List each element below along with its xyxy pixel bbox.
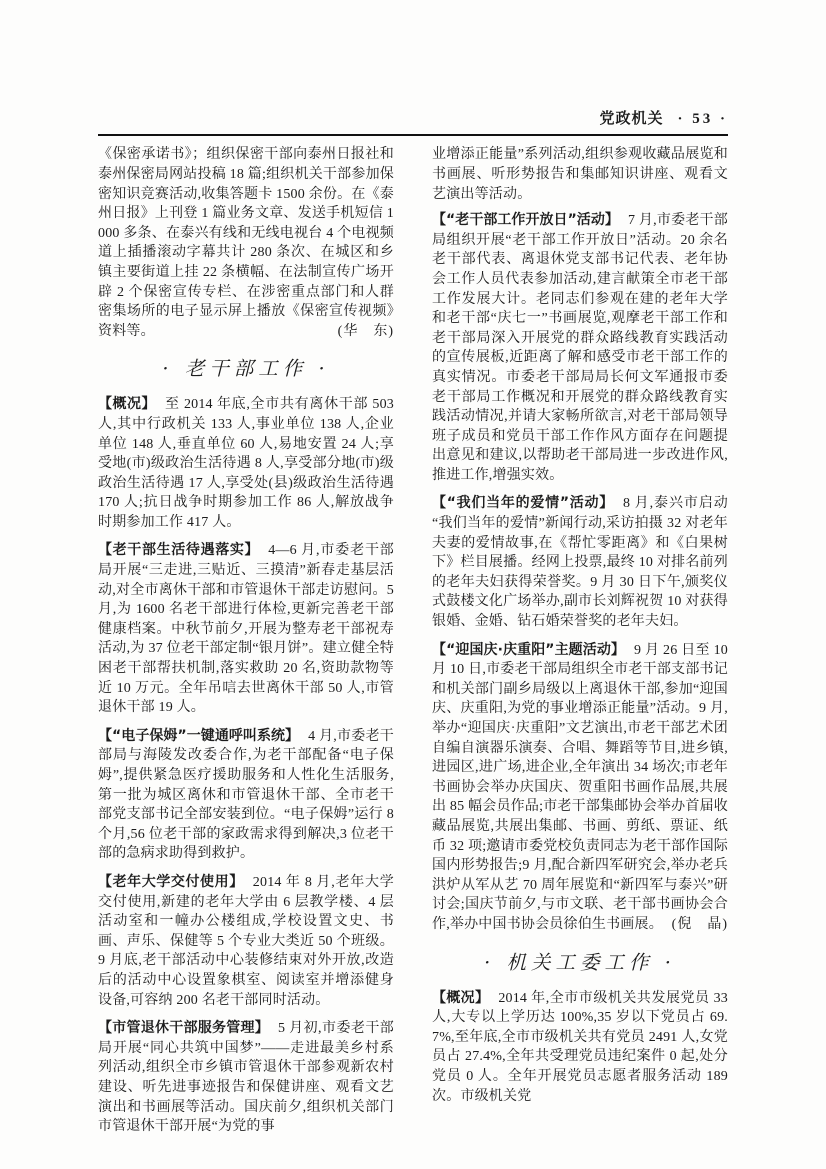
entry-body: 4 月,市委老干部局与海陵发改委合作,为老干部配备“电子保姆”,提供紧急医疗援助服务和人性化生活服务,第一批为城区离休和市管退休干部、全市老干部党支部书记全部安装到位。“电子保姆”运行 8 个月,56 位老干部的家政需求得到解决,3 位老干部的急病求助得到救护。	[98, 728, 394, 862]
entry-kaifangri	[432, 211, 728, 485]
left-column	[98, 145, 394, 1145]
entry-body: 9 月 26 日至 10 月 10 日,市委老干部局组织全市老干部支部书记和机关部门副乡局级以上离退休干部,参加“迎国庆、庆重阳,为党的事业增添正能量”活动。9 月,举办“迎国庆·庆重阳”文艺演出,市老干部艺术团自编自演器乐演奏、合唱、舞蹈等节目,进乡镇,进园区,进广场,进企业,全年演出 34 场次;市老年书画协会举办庆国庆、贺重阳书画作品展,共展出 85 幅会员作品;市老干部集邮协会举办首届收藏品展览,共展出集邮、书画、剪纸、票证、纸币 32 项;邀请市委党校负责同志为老干部作国际国内形势报告;9 月,配合新四军研究会,举办老兵洪炉从军从艺 70 周年展览和“新四军与泰兴”研讨会;国庆节前夕,与市文联、老干部书画协会合作,举办中国书协会员徐伯生书画展。	[432, 642, 728, 932]
intro-paragraph-text: 《保密承诺书》；组织保密干部向泰州日报社和泰州保密局网站投稿 18 篇;组织机关干部参加保密知识竞赛活动,收集答题卡 1500 余份。在《泰州日报》上刊登 1 篇业务文章、发送手机短信 1000 多条、在泰兴有线和无线电视台 4 个电视频道上插播滚动字幕共计 280 条次、在城区和乡镇主要街道上挂 22 条横幅、在法制宣传广场开辟 2 个保密宣传专栏、在涉密重点部门和人群密集场所的电子显示屏上播放《保密宣传视频》资料等。	[98, 147, 394, 339]
entry-term: 【“电子保姆”一键通呼叫系统】	[98, 727, 300, 744]
header-rule	[98, 134, 728, 136]
two-column-body	[98, 145, 728, 1145]
entry-term: 【“老干部工作开放日”活动】	[432, 212, 619, 229]
entry-body: 4—6 月,市委老干部局开展“三走进,三贴近、三摸清”新春走基层活动,对全市离休干部和市管退休干部走访慰问。5 月,为 1600 名老干部进行体检,更新完善老干部健康档案。中秋节前夕,开展为整寿老干部祝寿活动,为 37 位老干部定制“银月饼”。建立健全特困老干部帮扶机制,落实救助 20 名,资助款物等近 10 万元。全年吊唁去世离休干部 50 人,市管退休干部 19 人。	[98, 543, 395, 716]
entry-term: 【老年大学交付使用】	[98, 873, 244, 890]
entry-term: 【老干部生活待遇落实】	[98, 542, 260, 559]
entry-shiguan-tuixiu	[98, 1019, 394, 1137]
author-attribution: (倪 晶)	[671, 916, 728, 932]
entry-term: 【市管退休干部服务管理】	[98, 1020, 269, 1037]
entry-term: 【“我们当年的爱情”活动】	[432, 495, 615, 512]
entry-gaikuang	[98, 395, 394, 532]
entry-body: 2014 年,全市市级机关共发展党员 33 人,大专以上学历达 100%,35 岁以下党员占 69.7%,至年底,全市市级机关共有党员 2491 人,女党员占 27.4%,全年共受理党员违纪案件 0 起,处分党员 0 人。全年开展党员志愿者服务活动 189 次。市级机关党	[432, 990, 728, 1104]
section-title-jiguan-gongwei: · 机关工委工作 ·	[484, 950, 676, 974]
entry-body: 至 2014 年底,全市共有离休干部 503 人,其中行政机关 133 人,事业单位 138 人,企业单位 148 人,垂直单位 60 人,易地安置 24 人;享受地(市)级政治生活待遇 8 人,享受部分地(市)级政治生活待遇 17 人,享受处(县)级政治生活待遇 170 人;抗日战争时期参加工作 86 人,解放战争时期参加工作 417 人。	[98, 397, 395, 530]
page-header	[98, 108, 728, 129]
entry-yingguoqing	[432, 641, 728, 935]
entry-body: 8 月,泰兴市启动“我们当年的爱情”新闻行动,采访拍摄 32 对老年夫妻的爱情故事,在《帮忙零距离》和《白果树下》栏目展播。经网上投票,最终 10 对排名前列的老年夫妇获得荣誉奖。9 月 30 日下午,颁奖仪式鼓楼文化广场举办,副市长刘辉祝贺 10 对获得银婚、金婚、钻石婚荣誉奖的老年夫妇。	[432, 496, 728, 630]
entry-term: 【“迎国庆·庆重阳”主题活动】	[432, 641, 625, 658]
entry-body: 5 月初,市委老干部局开展“同心共筑中国梦”——走进最美乡村系列活动,组织全市乡镇市管退休干部参观新农村建设、听先进事迹报告和保健讲座、观看文艺演出和书画展等活动。国庆前夕,组织机关部门市管退休干部开展“为党的事	[98, 1021, 394, 1135]
right-column	[432, 145, 728, 1145]
entry-aiqing	[432, 494, 728, 631]
running-head: 党政机关	[599, 109, 664, 127]
section-title-laoganbu: · 老干部工作 ·	[162, 357, 330, 381]
entry-jiguan-gaikuang	[432, 989, 728, 1107]
entry-body: 2014 年 8 月,老年大学交付使用,新建的老年大学由 6 层教学楼、4 层活动室和一幢办公楼组成,学校设置文史、书画、声乐、保健等 5 个专业大类近 50 个班级。9 月底,老干部活动中心装修结束对外开放,改造后的活动中心设置象棋室、阅读室并增添健身设备,可容纳 200 名老干部同时活动。	[98, 874, 395, 1008]
entry-shenghuo-daiyu	[98, 541, 394, 717]
continuation-paragraph: 业增添正能量”系列活动,组织参观收藏品展览和书画展、听形势报告和集邮知识讲座、观看文艺演出等活动。	[432, 147, 728, 202]
author-attribution: (华 东)	[337, 323, 394, 339]
entry-body: 7 月,市委老干部局组织开展“老干部工作开放日”活动。20 余名老干部代表、离退休党支部书记代表、老年协会工作人员代表参加活动,建言献策全市老干部工作发展大计。老同志们参观在建的老年大学和老干部“庆七一”书画展览,观摩老干部工作和老干部局深入开展党的群众路线教育实践活动的宣传展板,近距离了解和感受市老干部工作的真实情况。市委老干部局局长何文军通报市委老干部局工作概况和开展党的群众路线教育实践活动情况,并请大家畅所欲言,对老干部局领导班子成员和党员干部工作作风方面存在问题提出意见和建议,以帮助老干部局进一步改进作风,推进工作,增强实效。	[432, 213, 728, 483]
entry-term: 【概况】	[432, 989, 490, 1006]
intro-paragraph	[98, 145, 394, 341]
entry-laonian-daxue	[98, 873, 394, 1010]
entry-dianzi-baomu	[98, 727, 394, 864]
page-number: · 53 ·	[677, 111, 728, 127]
entry-term: 【概况】	[98, 396, 157, 413]
